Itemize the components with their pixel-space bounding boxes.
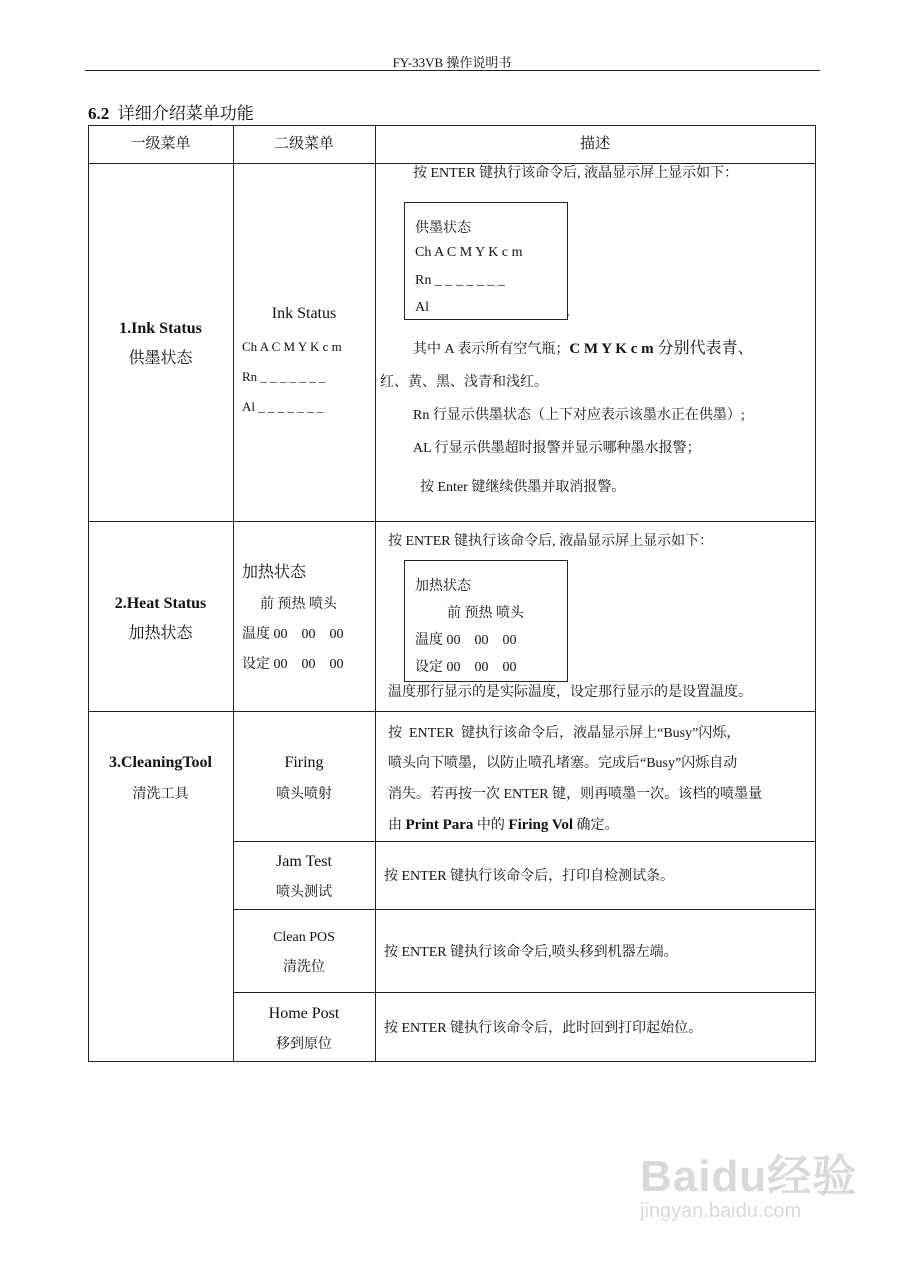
firing-sub-en: Firing	[284, 754, 324, 771]
clean-menu-en: 3.CleaningTool	[109, 754, 212, 771]
heat-sub-line-1: 加热状态	[242, 564, 307, 581]
firing-desc-l3: 消失。若再按一次 ENTER 键，则再喷墨一次。该档的喷墨量	[388, 787, 763, 802]
firing-desc-l1: 按 ENTER 键执行该命令后，液晶显示屏上“Busy”闪烁，	[388, 726, 741, 741]
table-border-left	[88, 125, 89, 1062]
home-post-desc: 按 ENTER 键执行该命令后，此时回到打印起始位。	[384, 1021, 703, 1036]
ink-desc-p1b: C M Y K c m	[569, 341, 654, 357]
watermark-logo: Baidu经验	[640, 1152, 858, 1201]
heat-sub-line-4: 设定 00 00 00	[242, 657, 344, 672]
column-header-description: 描述	[579, 136, 610, 152]
table-border-bottom	[88, 1061, 816, 1062]
jam-test-desc: 按 ENTER 键执行该命令后，打印自检测试条。	[384, 869, 675, 884]
clean-menu-zh: 清洗工具	[132, 787, 189, 802]
ink-desc-p3: AL 行显示供墨超时报警并显示哪种墨水报警；	[413, 441, 701, 456]
table-header-divider	[88, 163, 816, 164]
ink-desc-p1d: 红、黄、黑、浅青和浅红。	[380, 375, 548, 390]
heat-menu-zh: 加热状态	[128, 625, 193, 642]
row-divider-jam-cleanpos	[233, 909, 816, 910]
column-divider-2	[375, 125, 376, 1062]
firing-sub-zh: 喷头喷射	[276, 787, 332, 802]
heat-sub-line-2: 前 预热 喷头	[260, 597, 337, 612]
ink-desc-p4: 按 Enter 键继续供墨并取消报警。	[420, 480, 626, 495]
row-divider-cleanpos-home	[233, 992, 816, 993]
clean-pos-desc: 按 ENTER 键执行该命令后,喷头移到机器左端。	[384, 945, 678, 960]
ink-menu-zh: 供墨状态	[128, 350, 193, 367]
home-post-sub-zh: 移到原位	[276, 1037, 332, 1052]
column-divider-1	[233, 125, 234, 1062]
section-number: 6.2	[88, 104, 110, 123]
heat-lcd-box	[404, 560, 568, 682]
watermark-url: jingyan.baidu.com	[640, 1200, 802, 1222]
heat-lcd-line-3: 温度 00 00 00	[415, 633, 517, 648]
header-rule	[85, 70, 820, 71]
ink-desc-p1c: 分别代表青、	[653, 340, 754, 357]
ink-lcd-line-3: Rn _ _ _ _ _ _ _	[415, 273, 505, 288]
document-header: FY-33VB 操作说明书	[392, 55, 512, 70]
firing-desc-l4	[388, 816, 619, 835]
heat-lcd-line-2: 前 预热 喷头	[447, 606, 524, 621]
ink-sub-line-3: Al _ _ _ _ _ _ _	[242, 399, 324, 414]
row-divider-firing-jam	[233, 841, 816, 842]
firing-desc-l4e: 确定。	[573, 818, 619, 833]
firing-desc-l4d: Firing Vol	[508, 817, 574, 833]
ink-desc-p2: Rn 行显示供墨状态（上下对应表示该墨水正在供墨）;	[413, 408, 745, 423]
ink-sub-line-1: Ch A C M Y K c m	[242, 339, 342, 354]
heat-desc-tail: 温度那行显示的是实际温度，设定那行显示的是设置温度。	[388, 685, 752, 700]
ink-lcd-box	[404, 202, 568, 320]
column-header-level1: 一级菜单	[130, 136, 191, 152]
ink-lcd-line-1: 供墨状态	[415, 221, 471, 236]
home-post-sub-en: Home Post	[268, 1005, 340, 1022]
section-title	[88, 99, 254, 124]
ink-desc-p1	[413, 334, 813, 365]
heat-lcd-line-1: 加热状态	[415, 579, 471, 594]
table-border-top	[88, 125, 816, 126]
firing-desc-l4a: 由	[388, 818, 406, 833]
table-border-right	[815, 125, 816, 1062]
heat-lcd-line-4: 设定 00 00 00	[415, 660, 517, 675]
row-divider-ink-heat	[88, 521, 816, 522]
ink-lcd-tail: ,	[566, 304, 570, 319]
ink-lcd-line-4: Al	[415, 300, 429, 315]
clean-pos-sub-zh: 清洗位	[283, 960, 325, 975]
jam-test-sub-zh: 喷头测试	[276, 885, 332, 900]
baidu-watermark	[640, 1140, 857, 1223]
section-title-text: 详细介绍菜单功能	[117, 104, 254, 123]
ink-sub-title: Ink Status	[271, 305, 337, 322]
row-divider-heat-clean	[88, 711, 816, 712]
firing-desc-l2: 喷头向下喷墨，以防止喷孔堵塞。完成后“Busy”闪烁自动	[388, 756, 738, 771]
jam-test-sub-en: Jam Test	[276, 853, 332, 870]
ink-sub-line-2: Rn _ _ _ _ _ _ _	[242, 369, 326, 384]
heat-desc-intro: 按 ENTER 键执行该命令后, 液晶显示屏上显示如下：	[388, 534, 714, 549]
ink-desc-p1a: 其中 A 表示所有空气瓶；	[413, 342, 570, 357]
column-header-level2: 二级菜单	[273, 136, 334, 152]
heat-menu-en: 2.Heat Status	[114, 595, 207, 612]
heat-sub-line-3: 温度 00 00 00	[242, 627, 344, 642]
firing-desc-l4b: Print Para	[405, 817, 474, 833]
clean-pos-sub-en: Clean POS	[273, 930, 335, 945]
ink-menu-en: 1.Ink Status	[119, 320, 202, 337]
ink-desc-intro: 按 ENTER 键执行该命令后, 液晶显示屏上显示如下：	[413, 166, 739, 181]
ink-lcd-line-2: Ch A C M Y K c m	[415, 245, 523, 260]
firing-desc-l4c: 中的	[473, 818, 509, 833]
